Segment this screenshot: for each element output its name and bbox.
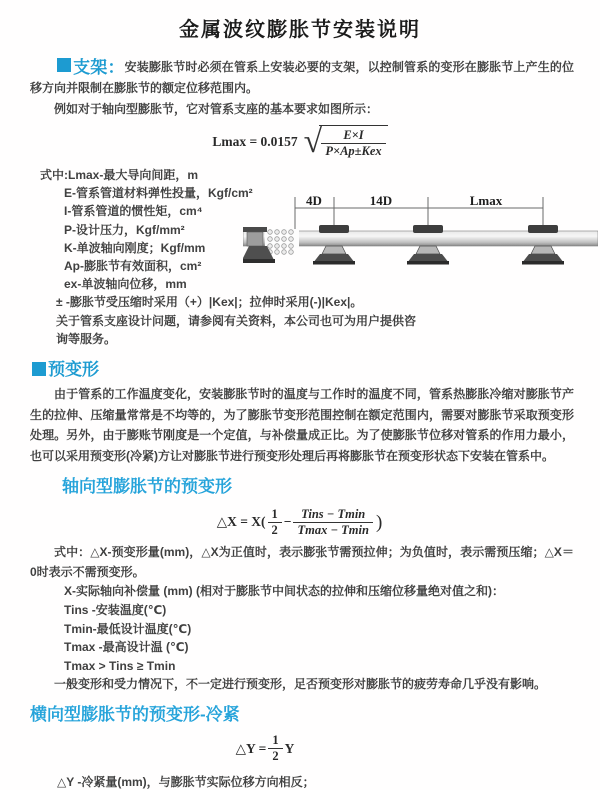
predeform-paragraph: 由于管系的工作温度变化，安装膨胀节时的温度与工作时的温度不同，管系热膨胀冷缩对膨胀节产生的拉伸、压缩量常常是不均等的，为了膨胀节变形范围控制在额定范围内，需要对膨胀节采取预变形处理。另外，由于膨账节刚度是一个定值，与补偿量成正比。为了使膨胀节位移对管系的作用力最小，也可以采用预变形(冷紧)方让对膨胀节进行预变形处理后再将膨胀节在预变形状态下安装在管系中。 xyxy=(30,387,574,463)
definition-line: Ap-膨胀节有效面积，cm² xyxy=(64,259,202,274)
page-title: 金属波纹膨胀节安装说明 xyxy=(179,19,421,41)
note-line: Tmax -最高设计温 (℃) xyxy=(64,640,189,655)
bellows-icon xyxy=(265,229,299,254)
support-example-line: 例如对于轴向型膨胀节，它对管系支座的基本要求如图所示： xyxy=(54,102,379,116)
predeform-section-heading xyxy=(0,355,600,380)
lmax-formula-numerator: E×I xyxy=(321,128,385,144)
axial-formula-close-paren: ) xyxy=(375,511,383,533)
axial-closing-line: 一般变形和受力情况下，不一定进行预变形，足否预变形对膨胀节的疲劳寿命几乎没有影响。 xyxy=(54,677,547,692)
lateral-formula-lhs: △Y = xyxy=(235,740,267,756)
section-bullet-icon xyxy=(32,362,46,376)
dimension-label-lmax: Lmax xyxy=(469,193,503,208)
support-paragraph-text: 安装膨胀节时必须在管系上安装必要的支架，以控制管系的变形在膨胀节上产生的位移方向并限制在膨胀节的额定位移范围内。 xyxy=(30,60,574,95)
axial-note-paragraph: 式中：△X-预变形量(mm)，△X为正值时，表示膨张节需预拉伸；为负值时，表示需预压缩；△X＝0时表示不需预变形。 xyxy=(30,545,574,579)
axial-subsection-heading: 轴向型膨胀节的预变形 xyxy=(62,477,232,497)
note-line: Tins -安装温度(℃) xyxy=(64,603,167,617)
lmax-formula xyxy=(0,123,600,160)
axial-notes-list xyxy=(0,582,600,675)
definition-line: K-单波轴向刚度；Kgf/mm xyxy=(64,240,206,255)
lateral-subsection-heading: 横向型膨胀节的预变形-冷紧 xyxy=(30,704,240,724)
lateral-formula xyxy=(0,733,530,765)
lmax-formula-lhs: Lmax = 0.0157 xyxy=(212,134,298,149)
lateral-formula-rhs: Y xyxy=(284,740,295,756)
axial-formula xyxy=(0,505,600,539)
lateral-note-line: △Y -冷紧量(mm)，与膨胀节实际位移方向相反； xyxy=(57,774,315,789)
definition-line: ex-单波轴向位移，mm xyxy=(64,277,187,292)
dimension-label-14d: 14D xyxy=(369,193,393,208)
axial-formula-num: Tins − Tmin xyxy=(293,507,372,523)
section-bullet-icon xyxy=(57,58,71,72)
dimension-label-4d: 4D xyxy=(306,193,322,208)
axial-formula-lhs: △X = X( xyxy=(216,514,266,530)
lateral-formula-num: 1 xyxy=(268,733,282,749)
lateral-formula-den: 2 xyxy=(272,749,279,764)
axial-formula-half-den: 2 xyxy=(271,522,278,537)
predeform-heading-label: 预变形 xyxy=(48,360,99,380)
lmax-formula-denominator: P×Ap±Kex xyxy=(325,144,382,158)
definition-line: ± -膨胀节受压缩时采用（+）|Kex|；拉伸时采用(-)|Kex|。 xyxy=(56,295,363,310)
axial-formula-den: Tmax − Tmin xyxy=(297,522,369,537)
axial-formula-half-num: 1 xyxy=(268,507,282,523)
definition-line: I-管系管道的惯性矩，cm⁴ xyxy=(64,204,203,219)
definition-line: 式中:Lmax-最大导向间距，m xyxy=(40,168,199,182)
definition-line: 关于管系支座设计问题，请参阅有关资料，本公司也可为用户提供咨询等服务。 xyxy=(56,313,417,346)
note-line: Tmin-最低设计温度(℃) xyxy=(64,621,192,636)
axial-formula-minus: − xyxy=(283,514,292,530)
sqrt-radical-icon: √ xyxy=(303,123,323,160)
support-paragraph xyxy=(0,57,600,99)
pipe-support-diagram xyxy=(243,193,598,281)
note-line: Tmax > Tins ≥ Tmin xyxy=(64,658,176,673)
definition-line: E-管系管道材料弹性投量，Kgf/cm² xyxy=(64,186,253,201)
note-line: X-实际轴向补偿量 (mm) (相对于膨胀节中间状态的拉伸和压缩位移量绝对值之和)： xyxy=(64,584,504,599)
lmax-formula-radicand xyxy=(319,125,387,159)
support-section-heading: 支架： xyxy=(73,58,125,77)
definition-line: P-设计压力，Kgf/mm² xyxy=(64,222,185,237)
